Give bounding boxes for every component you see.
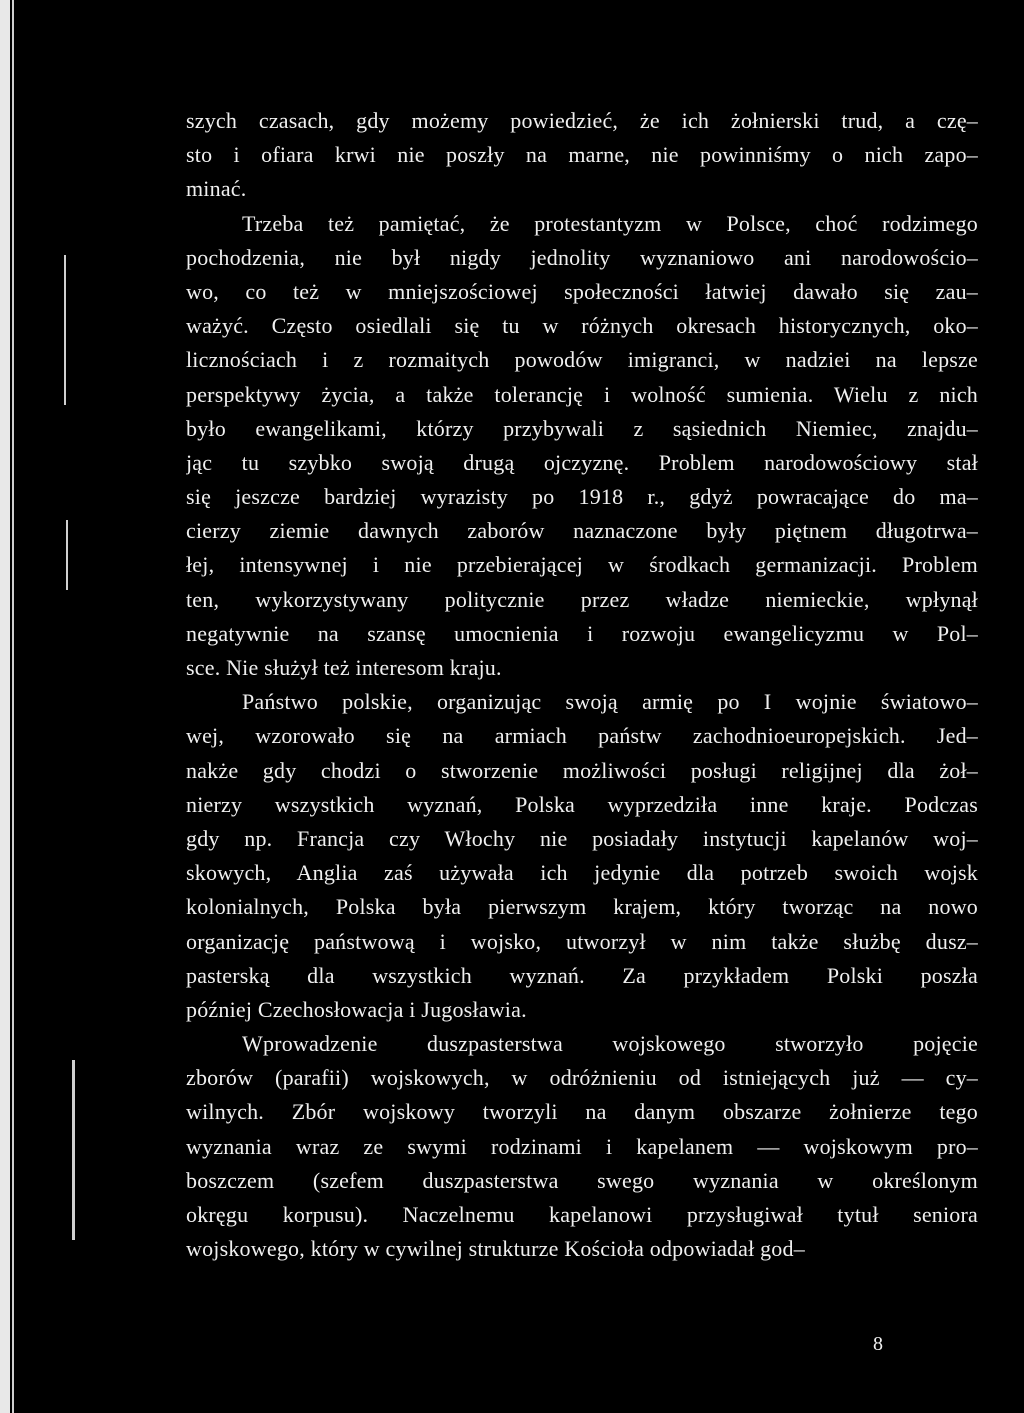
text-line: organizację państwową i wojsko, utworzył w nim także służbę dusz– [186, 928, 978, 954]
scan-mark-left [66, 520, 68, 590]
text-line: gdy np. Francja czy Włochy nie posiadały instytucji kapelanów woj– [186, 825, 978, 851]
text-line: minać. [186, 176, 247, 202]
text-line: wej, wzorowało się na armiach państw zachodnioeuropejskich. Jed– [186, 723, 978, 749]
text-line: pochodzenia, nie był nigdy jednolity wyznaniowo ani narodowościo– [186, 244, 978, 270]
page-number: 8 [873, 1333, 883, 1355]
text-line: boszczem (szefem duszpasterstwa swego wyznania w określonym [186, 1167, 978, 1193]
scan-mark-left [64, 255, 66, 405]
text-line: sto i ofiara krwi nie poszły na marne, nie powinniśmy o nich zapo– [186, 142, 978, 168]
text-line: ten, wykorzystywany politycznie przez władze niemieckie, wpłynął [186, 586, 978, 612]
text-line: jąc tu szybko swoją drugą ojczyznę. Problem narodowościowy stał [186, 449, 978, 475]
text-line: kolonialnych, Polska była pierwszym krajem, który tworząc na nowo [186, 894, 978, 920]
text-line: Wprowadzenie duszpasterstwa wojskowego stworzyło pojęcie [242, 1031, 978, 1057]
scan-edge-left [0, 0, 24, 1413]
text-line: Trzeba też pamiętać, że protestantyzm w Polsce, choć rodzimego [242, 210, 978, 236]
text-line: sce. Nie służył też interesom kraju. [186, 655, 502, 680]
text-line: wilnych. Zbór wojskowy tworzyli na danym obszarze żołnierze tego [186, 1099, 978, 1125]
body-text [186, 104, 978, 1266]
text-line: szych czasach, gdy możemy powiedzieć, że ich żołnierski trud, a czę– [186, 108, 978, 133]
text-line: później Czechosłowacja i Jugosławia. [186, 996, 527, 1022]
text-line: pasterską dla wszystkich wyznań. Za przykładem Polski poszła [186, 962, 978, 988]
paragraph [186, 207, 978, 686]
text-line: Państwo polskie, organizując swoją armię po I wojnie światowo– [242, 689, 978, 715]
paragraph [186, 1027, 978, 1266]
text-line: łej, intensywnej i nie przebierającej w środkach germanizacji. Problem [186, 552, 978, 578]
text-line: wo, co też w mniejszościowej społeczności łatwiej dawało się zau– [186, 278, 978, 304]
text-line: skowych, Anglia zaś używała ich jedynie dla potrzeb swoich wojsk [186, 860, 978, 886]
text-line: się jeszcze bardziej wyrazisty po 1918 r., gdyż powracające do ma– [186, 484, 978, 510]
paragraph [186, 685, 978, 1027]
text-line: cierzy ziemie dawnych zaborów naznaczone były piętnem długotrwa– [186, 518, 978, 544]
text-line: wyznania wraz ze swymi rodzinami i kapelanem — wojskowym pro– [186, 1133, 978, 1159]
text-line: okręgu korpusu). Naczelnemu kapelanowi przysługiwał tytuł seniora [186, 1202, 978, 1227]
text-line: wojskowego, który w cywilnej strukturze Kościoła odpowiadał god– [186, 1236, 805, 1262]
scan-mark-left [72, 1060, 75, 1240]
text-line: perspektywy życia, a także tolerancję i wolność sumienia. Wielu z nich [186, 381, 978, 407]
text-line: nakże gdy chodzi o stworzenie możliwości posługi religijnej dla żoł– [186, 757, 978, 783]
text-line: zborów (parafii) wojskowych, w odróżnieniu od istniejących już — cy– [186, 1065, 978, 1091]
text-line: nierzy wszystkich wyznań, Polska wyprzedziła inne kraje. Podczas [186, 791, 978, 817]
text-line: było ewangelikami, którzy przybywali z sąsiednich Niemiec, znajdu– [186, 415, 978, 441]
text-line: ważyć. Często osiedlali się tu w różnych okresach historycznych, oko– [186, 313, 978, 339]
text-line: licznościach i z rozmaitych powodów imigranci, w nadziei na lepsze [186, 347, 978, 373]
text-line: negatywnie na szansę umocnienia i rozwoju ewangelicyzmu w Pol– [186, 620, 978, 646]
paragraph [186, 104, 978, 207]
